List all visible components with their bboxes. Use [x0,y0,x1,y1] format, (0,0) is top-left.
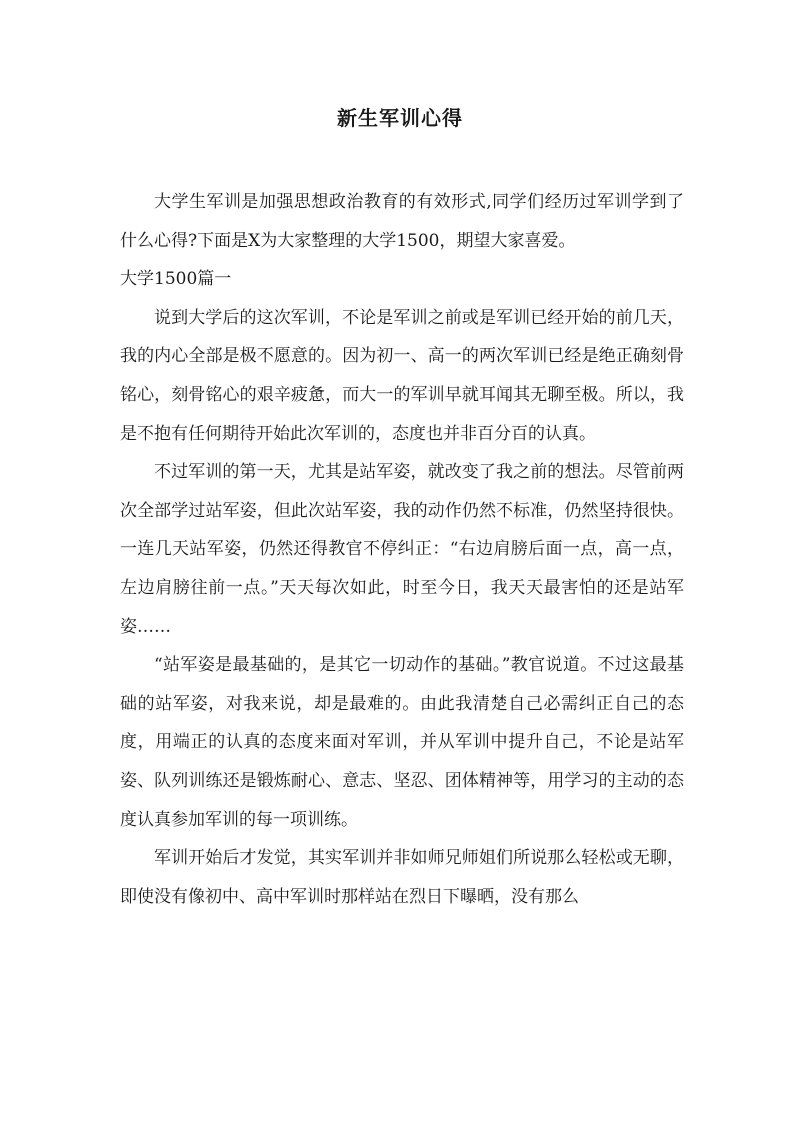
document-title: 新生军训心得 [337,106,463,130]
section-heading: 大学1500篇一 [120,269,232,290]
body-paragraph: 说到大学后的这次军训，不论是军训之前或是军训已经开始的前几天，我的内心全部是极不愿意的。因为初一、高一的两次军训已经是绝正确刻骨铭心，刻骨铭心的艰辛疲惫，而大一的军训早就耳闻其无聊至极。所以，我是不抱有任何期待开始此次军训的，态度也并非百分百的认真。 [120,307,684,444]
body-paragraph: 军训开始后才发觉，其实军训并非如师兄师姐们所说那么轻松或无聊，即使没有像初中、高中军训时那样站在烈日下曝晒，没有那么 [120,848,684,907]
body-paragraph: 不过军训的第一天，尤其是站军姿，就改变了我之前的想法。尽管前两次全部学过站军姿，但此次站军姿，我的动作仍然不标准，仍然坚持很快。一连几天站军姿，仍然还得教官不停纠正：“右边肩膀后面一点，高一点，左边肩膀往前一点。”天天每次如此，时至今日，我天天最害怕的还是站军姿…… [120,462,684,637]
intro-paragraph: 大学生军训是加强思想政治教育的有效形式,同学们经历过军训学到了什么心得?下面是X为大家整理的大学1500，期望大家喜爱。 [120,192,684,251]
body-paragraph: “站军姿是最基础的，是其它一切动作的基础。”教官说道。不过这最基础的站军姿，对我来说，却是最难的。由此我清楚自己必需纠正自己的态度，用端正的认真的态度来面对军训，并从军训中提升自己，不论是站军姿、队列训练还是锻炼耐心、意志、坚忍、团体精神等，用学习的主动的态度认真参加军训的每一项训练。 [120,655,684,830]
document-body [120,183,684,916]
